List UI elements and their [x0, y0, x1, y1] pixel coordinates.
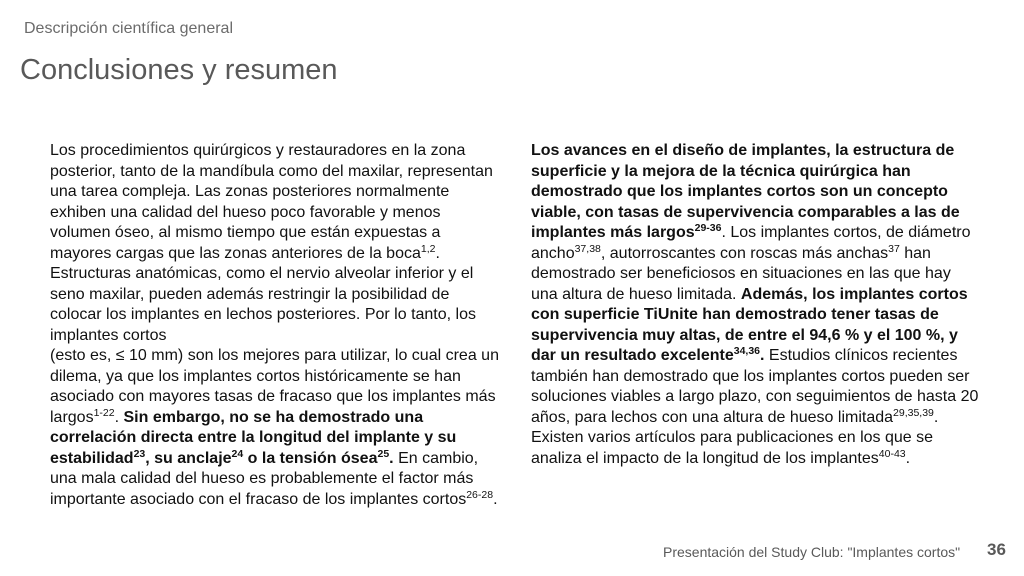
text-run: . Estructuras anatómicas, como el nervio alveolar inferior y el seno maxilar, pueden además restringir la posibilidad de colocar los implantes en lechos posteriores. Por lo tanto, los implantes cortos [50, 244, 476, 344]
text-run: Estudios clínicos recientes también han demostrado que los implantes cortos pueden ser soluciones viables a largo plazo, con seguimientos de hasta 20 años, para lechos con una altura de hueso limitada [531, 347, 979, 426]
reference-sup: 1-22 [93, 406, 115, 419]
reference-sup: 26-28 [466, 488, 494, 501]
text-run: han demostrado ser beneficiosos en situaciones en las que hay una altura de hueso limitada. [531, 244, 951, 303]
reference-sup: 24 [231, 447, 244, 460]
page-title: Conclusiones y resumen [20, 54, 338, 86]
reference-sup: 34,36 [733, 345, 761, 357]
text-run: (esto es, ≤ 10 mm) son los mejores para utilizar, lo cual crea un dilema, ya que los implantes cortos históricamente se han asociado con mayores tasas de fracaso que los implantes más largos [50, 347, 499, 426]
text-run: . [905, 449, 911, 467]
reference-sup: 40-43 [878, 447, 906, 460]
right-column-text [531, 141, 981, 469]
reference-sup: 23 [133, 447, 146, 460]
reference-sup: 37,38 [574, 242, 601, 255]
reference-sup: 1,2 [420, 242, 436, 255]
text-run: . [114, 408, 124, 426]
bold-run: Sin embargo, no se ha demostrado una correlación directa entre la longitud del implante y su estabilidad [50, 408, 457, 467]
reference-sup: 29,35,39 [893, 406, 934, 419]
reference-sup: 29-36 [694, 222, 722, 234]
bold-run: Además, los implantes cortos con superficie TiUnite han demostrado tener tasas de supervivencia muy altas, de entre el 94,6 % y el 100 %, y dar un resultado excelente [531, 285, 968, 364]
bold-run: . [760, 347, 765, 364]
bold-run: , su anclaje [145, 449, 232, 467]
bold-run: Los avances en el diseño de implantes, la estructura de superficie y la mejora de la técnica quirúrgica han demostrado que los implantes cortos son un concepto viable, con tasas de supervivencia comparables a las de implantes más largos [531, 142, 960, 241]
reference-sup: 37 [888, 242, 900, 255]
reference-sup: 25 [377, 447, 390, 460]
left-column-text [50, 141, 505, 510]
bold-run: o la tensión ósea [243, 449, 378, 467]
page-number: 36 [987, 540, 1006, 559]
text-run: . Existen varios artículos para publicaciones en los que se analiza el impacto de la longitud de los implantes [531, 408, 939, 467]
text-run: . [493, 490, 498, 508]
text-run: En cambio, una mala calidad del hueso es probablemente el factor más importante asociado con el fracaso de los implantes cortos [50, 449, 479, 508]
section-subtitle: Descripción científica general [24, 20, 233, 37]
bold-run: . [389, 449, 394, 467]
text-run: Los procedimientos quirúrgicos y restauradores en la zona posterior, tanto de la mandíbula como del maxilar, representan una tarea compleja. Las zonas posteriores normalmente exhiben una calidad del hueso poco favorable y menos volumen óseo, al mismo tiempo que están expuestas a mayores cargas que las zonas anteriores de la boca [50, 142, 493, 262]
footer-presentation-title: Presentación del Study Club: "Implantes cortos" [663, 544, 961, 560]
text-run: . Los implantes cortos, de diámetro ancho [531, 224, 971, 262]
text-run: , autorroscantes con roscas más anchas [600, 244, 889, 262]
